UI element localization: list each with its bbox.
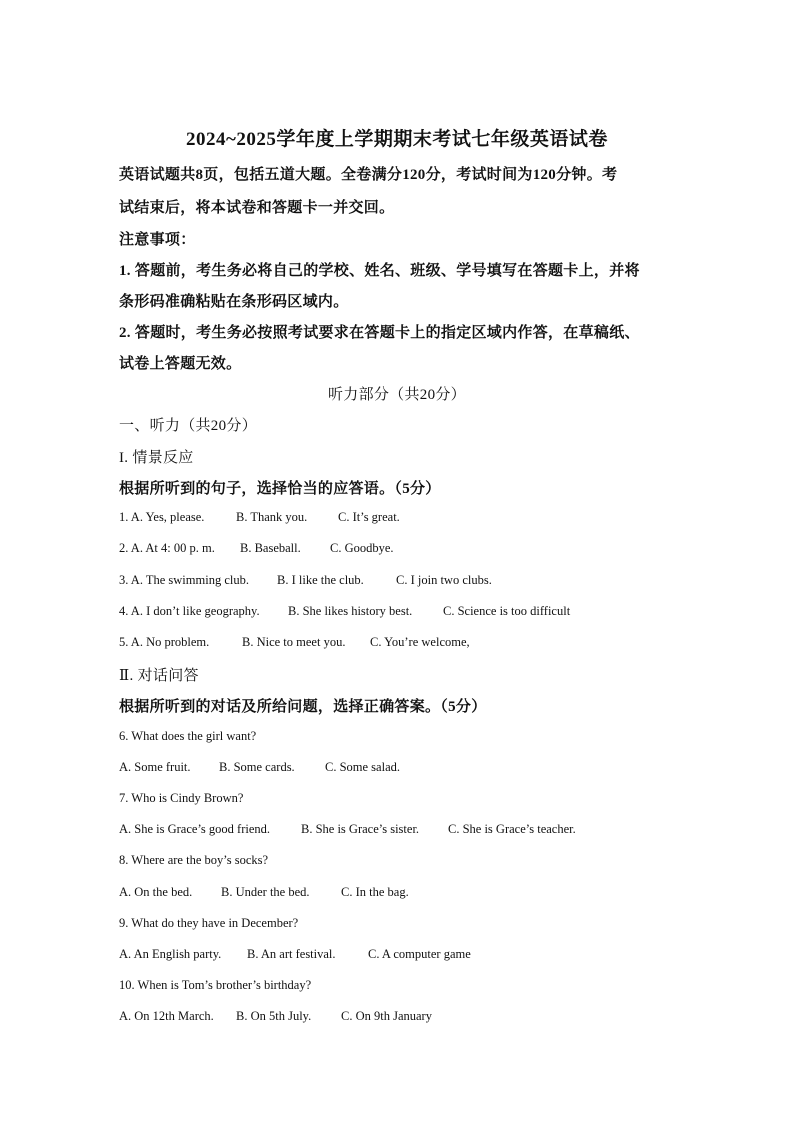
question-row — [119, 573, 492, 588]
answer-option-c: C. Some salad. — [325, 760, 400, 774]
answer-option-b: B. An art festival. — [247, 947, 336, 961]
answer-option-b: B. Some cards. — [219, 760, 295, 774]
question-option-a: 4. A. I don’t like geography. — [119, 604, 260, 618]
question-option-b: B. Nice to meet you. — [242, 635, 346, 649]
question-option-b: B. Baseball. — [240, 541, 301, 555]
question-text: 10. When is Tom’s brother’s birthday? — [119, 978, 312, 992]
subsection-1-instruction: 根据所听到的句子，选择恰当的应答语。（5分） — [119, 481, 441, 497]
intro-line-2: 试结束后，将本试卷和答题卡一并交回。 — [119, 200, 395, 216]
question-option-a: 2. A. At 4: 00 p. m. — [119, 541, 215, 555]
exam-title: 2024~2025学年度上学期期末考试七年级英语试卷 — [186, 129, 608, 150]
question-option-c: C. It’s great. — [338, 510, 400, 524]
answer-option-c: C. On 9th January — [341, 1009, 432, 1023]
section-1-heading: 一、听力（共20分） — [119, 418, 258, 434]
answer-option-a: A. On the bed. — [119, 885, 193, 899]
question-option-c: C. I join two clubs. — [396, 573, 492, 587]
notes-item-2-line-2: 试卷上答题无效。 — [119, 356, 242, 372]
part-title: 听力部分（共20分） — [327, 387, 466, 403]
question-option-a: 3. A. The swimming club. — [119, 573, 249, 587]
question-option-b: B. Thank you. — [236, 510, 308, 524]
answer-option-b: B. She is Grace’s sister. — [301, 822, 420, 836]
notes-item-1-line-2: 条形码准确粘贴在条形码区域内。 — [119, 294, 349, 310]
answer-row — [119, 947, 471, 962]
answer-option-a: A. An English party. — [119, 947, 222, 961]
question-option-a: 5. A. No problem. — [119, 635, 210, 649]
answer-option-a: A. On 12th March. — [119, 1009, 214, 1023]
subsection-2-heading: Ⅱ. 对话问答 — [119, 668, 199, 684]
question-option-b: B. I like the club. — [277, 573, 364, 587]
answer-option-c: C. A computer game — [368, 947, 471, 961]
notes-item-1-line-1: 1. 答题前，考生务必将自己的学校、姓名、班级、学号填写在答题卡上，并将 — [119, 263, 640, 279]
notes-heading: 注意事项： — [119, 232, 196, 248]
question-option-b: B. She likes history best. — [288, 604, 413, 618]
question-row — [119, 635, 470, 650]
answer-option-c: C. In the bag. — [341, 885, 409, 899]
question-text: 9. What do they have in December? — [119, 916, 299, 930]
answer-option-b: B. On 5th July. — [236, 1009, 312, 1023]
question-text: 6. What does the girl want? — [119, 729, 257, 743]
question-text: 7. Who is Cindy Brown? — [119, 791, 244, 805]
answer-option-c: C. She is Grace’s teacher. — [448, 822, 576, 836]
intro-line-1: 英语试题共8页，包括五道大题。全卷满分120分，考试时间为120分钟。考 — [119, 167, 618, 183]
answer-row — [119, 885, 409, 900]
answer-row — [119, 822, 576, 837]
question-option-c: C. Goodbye. — [330, 541, 394, 555]
question-row — [119, 510, 400, 525]
question-option-c: C. Science is too difficult — [443, 604, 571, 618]
question-option-a: 1. A. Yes, please. — [119, 510, 205, 524]
question-option-c: C. You’re welcome, — [370, 635, 470, 649]
answer-option-a: A. She is Grace’s good friend. — [119, 822, 271, 836]
subsection-2-instruction: 根据所听到的对话及所给问题，选择正确答案。（5分） — [119, 699, 487, 715]
answer-option-b: B. Under the bed. — [221, 885, 310, 899]
answer-row — [119, 1009, 432, 1024]
answer-row — [119, 760, 400, 775]
question-row — [119, 541, 394, 556]
question-row — [119, 604, 570, 619]
subsection-1-heading: I. 情景反应 — [119, 450, 194, 466]
question-text: 8. Where are the boy’s socks? — [119, 853, 269, 867]
answer-option-a: A. Some fruit. — [119, 760, 191, 774]
notes-item-2-line-1: 2. 答题时，考生务必按照考试要求在答题卡上的指定区域内作答，在草稿纸、 — [119, 325, 640, 341]
